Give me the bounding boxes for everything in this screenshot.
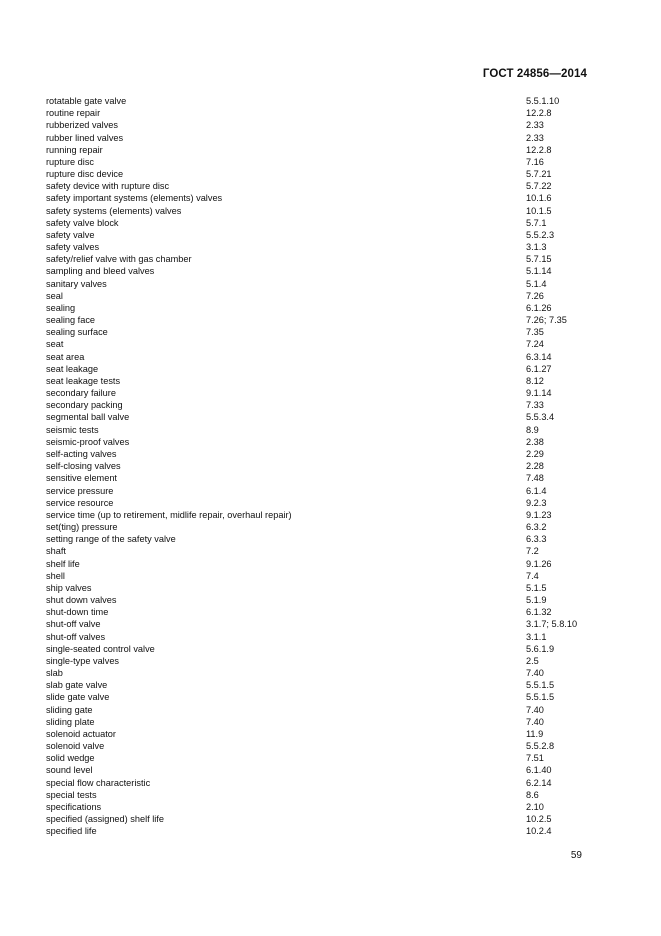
index-reference: 7.16	[526, 156, 544, 167]
index-reference: 2.28	[526, 461, 544, 472]
index-entry	[46, 752, 606, 764]
index-reference: 9.1.14	[526, 388, 552, 399]
index-term: shelf life	[46, 558, 80, 569]
index-entry	[46, 424, 606, 436]
index-term: shut-down time	[46, 607, 109, 618]
index-term: seat leakage	[46, 363, 99, 374]
index-term: safety valves	[46, 242, 100, 253]
index-entry	[46, 180, 606, 192]
index-reference: 10.2.5	[526, 814, 552, 825]
index-reference: 7.40	[526, 704, 544, 715]
index-term: seat	[46, 339, 64, 350]
index-entry	[46, 448, 606, 460]
index-term: shell	[46, 570, 65, 581]
index-entry	[46, 168, 606, 180]
index-entry	[46, 825, 606, 837]
index-entry	[46, 132, 606, 144]
index-entry	[46, 789, 606, 801]
index-entry	[46, 156, 606, 168]
index-reference: 6.1.27	[526, 363, 552, 374]
page-number: 59	[570, 850, 582, 861]
index-term: rupture disc	[46, 156, 95, 167]
index-entry	[46, 509, 606, 521]
index-term: safety important systems (elements) valves	[46, 193, 223, 204]
index-reference: 6.1.4	[526, 485, 547, 496]
index-term: sliding plate	[46, 716, 95, 727]
index-term: slab	[46, 668, 63, 679]
index-reference: 5.7.22	[526, 181, 552, 192]
index-term: sound level	[46, 765, 93, 776]
index-entry	[46, 253, 606, 265]
index-reference: 10.2.4	[526, 826, 552, 837]
index-reference: 7.35	[526, 327, 544, 338]
index-term: safety valve	[46, 229, 95, 240]
index-term: sliding gate	[46, 704, 93, 715]
index-reference: 5.5.1.5	[526, 692, 555, 703]
index-entry	[46, 655, 606, 667]
index-term: safety valve block	[46, 217, 119, 228]
index-reference: 7.2	[526, 546, 539, 557]
index-term: sealing face	[46, 315, 96, 326]
index-term: rotatable gate valve	[46, 96, 127, 106]
index-term: setting range of the safety valve	[46, 534, 176, 545]
index-term: solenoid actuator	[46, 728, 116, 739]
index-reference: 8.6	[526, 789, 539, 800]
index-term: segmental ball valve	[46, 412, 130, 423]
index-reference: 6.1.32	[526, 607, 552, 618]
index-entry	[46, 764, 606, 776]
index-entry	[46, 399, 606, 411]
index-reference: 2.38	[526, 436, 544, 447]
index-term: sampling and bleed valves	[46, 266, 155, 277]
index-reference: 10.1.5	[526, 205, 552, 216]
index-entry	[46, 351, 606, 363]
index-entry	[46, 229, 606, 241]
index-reference: 6.3.2	[526, 522, 547, 533]
index-reference: 5.1.14	[526, 266, 552, 277]
index-term: safety device with rupture disc	[46, 181, 170, 192]
index-reference: 5.6.1.9	[526, 643, 555, 654]
index-reference: 7.33	[526, 400, 544, 411]
index-reference: 5.5.1.10	[526, 96, 560, 106]
index-term: rubberized valves	[46, 120, 119, 131]
term-index-list	[46, 95, 606, 837]
index-term: sealing surface	[46, 327, 108, 338]
index-reference: 5.5.2.3	[526, 229, 555, 240]
index-entry	[46, 95, 606, 107]
index-reference: 11.9	[526, 728, 544, 739]
index-reference: 9.1.26	[526, 558, 552, 569]
index-entry	[46, 314, 606, 326]
index-entry	[46, 338, 606, 350]
index-term: seismic tests	[46, 424, 99, 435]
index-term: shut-off valves	[46, 631, 106, 642]
index-entry	[46, 107, 606, 119]
index-term: safety systems (elements) valves	[46, 205, 182, 216]
index-entry	[46, 436, 606, 448]
index-entry	[46, 813, 606, 825]
index-entry	[46, 411, 606, 423]
index-term: set(ting) pressure	[46, 522, 118, 533]
index-term: service pressure	[46, 485, 114, 496]
index-entry	[46, 485, 606, 497]
index-reference: 7.48	[526, 473, 544, 484]
index-entry	[46, 521, 606, 533]
index-entry	[46, 777, 606, 789]
index-reference: 8.12	[526, 375, 544, 386]
index-term: self-acting valves	[46, 448, 117, 459]
index-entry	[46, 691, 606, 703]
index-entry	[46, 740, 606, 752]
index-reference: 5.7.15	[526, 254, 552, 265]
index-reference: 2.10	[526, 801, 544, 812]
index-reference: 2.5	[526, 655, 539, 666]
index-entry	[46, 278, 606, 290]
index-reference: 12.2.8	[526, 108, 552, 119]
index-entry	[46, 643, 606, 655]
index-entry	[46, 119, 606, 131]
index-entry	[46, 363, 606, 375]
index-entry	[46, 472, 606, 484]
index-term: specified (assigned) shelf life	[46, 814, 164, 825]
index-entry	[46, 533, 606, 545]
index-entry	[46, 618, 606, 630]
index-reference: 9.1.23	[526, 509, 552, 520]
index-entry	[46, 728, 606, 740]
index-term: rupture disc device	[46, 169, 124, 180]
index-reference: 6.1.26	[526, 302, 552, 313]
index-reference: 7.24	[526, 339, 544, 350]
index-term: sealing	[46, 302, 76, 313]
index-reference: 6.1.40	[526, 765, 552, 776]
index-entry	[46, 326, 606, 338]
index-term: shut-off valve	[46, 619, 101, 630]
index-term: self-closing valves	[46, 461, 121, 472]
index-reference: 3.1.3	[526, 242, 547, 253]
index-reference: 7.4	[526, 570, 539, 581]
index-entry	[46, 582, 606, 594]
index-entry	[46, 144, 606, 156]
index-term: seal	[46, 290, 63, 301]
index-term: slab gate valve	[46, 680, 108, 691]
index-term: single-type valves	[46, 655, 120, 666]
index-reference: 5.7.21	[526, 169, 552, 180]
index-term: secondary packing	[46, 400, 123, 411]
index-term: solid wedge	[46, 753, 95, 764]
index-reference: 5.5.2.8	[526, 741, 555, 752]
index-term: single-seated control valve	[46, 643, 155, 654]
index-entry	[46, 290, 606, 302]
index-reference: 9.2.3	[526, 497, 547, 508]
index-entry	[46, 375, 606, 387]
index-term: safety/relief valve with gas chamber	[46, 254, 192, 265]
index-reference: 6.3.14	[526, 351, 552, 362]
index-term: sensitive element	[46, 473, 117, 484]
index-entry	[46, 704, 606, 716]
index-entry	[46, 801, 606, 813]
index-reference: 5.1.4	[526, 278, 547, 289]
index-reference: 7.51	[526, 753, 544, 764]
standard-designation: ГОСТ 24856—2014	[482, 68, 587, 80]
index-reference: 5.7.1	[526, 217, 547, 228]
index-entry	[46, 192, 606, 204]
index-reference: 10.1.6	[526, 193, 552, 204]
index-reference: 2.33	[526, 120, 544, 131]
index-term: routine repair	[46, 108, 101, 119]
index-term: seat leakage tests	[46, 375, 121, 386]
index-reference: 3.1.1	[526, 631, 547, 642]
index-reference: 12.2.8	[526, 144, 552, 155]
index-reference: 7.40	[526, 668, 544, 679]
index-term: seat area	[46, 351, 85, 362]
index-entry	[46, 460, 606, 472]
index-term: solenoid valve	[46, 741, 105, 752]
index-term: slide gate valve	[46, 692, 110, 703]
index-term: rubber lined valves	[46, 132, 124, 143]
index-entry	[46, 205, 606, 217]
index-term: special tests	[46, 789, 97, 800]
index-term: shut down valves	[46, 595, 117, 606]
index-reference: 7.40	[526, 716, 544, 727]
index-term: service resource	[46, 497, 114, 508]
index-term: specified life	[46, 826, 97, 837]
index-term: sanitary valves	[46, 278, 107, 289]
index-entry	[46, 302, 606, 314]
index-entry	[46, 497, 606, 509]
index-entry	[46, 679, 606, 691]
index-reference: 3.1.7; 5.8.10	[526, 619, 578, 630]
index-reference: 5.5.1.5	[526, 680, 555, 691]
index-term: specifications	[46, 801, 102, 812]
index-term: ship valves	[46, 582, 92, 593]
index-reference: 7.26; 7.35	[526, 315, 567, 326]
index-term: shaft	[46, 546, 66, 557]
index-entry	[46, 631, 606, 643]
index-entry	[46, 545, 606, 557]
index-entry	[46, 606, 606, 618]
index-term: secondary failure	[46, 388, 116, 399]
index-reference: 6.2.14	[526, 777, 552, 788]
index-term: running repair	[46, 144, 103, 155]
index-entry	[46, 241, 606, 253]
index-entry	[46, 265, 606, 277]
index-reference: 5.1.5	[526, 582, 547, 593]
index-reference: 5.5.3.4	[526, 412, 555, 423]
index-entry	[46, 667, 606, 679]
index-reference: 5.1.9	[526, 595, 547, 606]
index-entry	[46, 716, 606, 728]
index-reference: 7.26	[526, 290, 544, 301]
index-term: special flow characteristic	[46, 777, 151, 788]
index-reference: 2.29	[526, 448, 544, 459]
index-entry	[46, 594, 606, 606]
index-entry	[46, 558, 606, 570]
index-reference: 8.9	[526, 424, 539, 435]
index-entry	[46, 570, 606, 582]
index-term: seismic-proof valves	[46, 436, 130, 447]
index-term: service time (up to retirement, midlife repair, overhaul repair)	[46, 509, 292, 520]
index-reference: 2.33	[526, 132, 544, 143]
index-entry	[46, 217, 606, 229]
index-entry	[46, 387, 606, 399]
index-reference: 6.3.3	[526, 534, 547, 545]
